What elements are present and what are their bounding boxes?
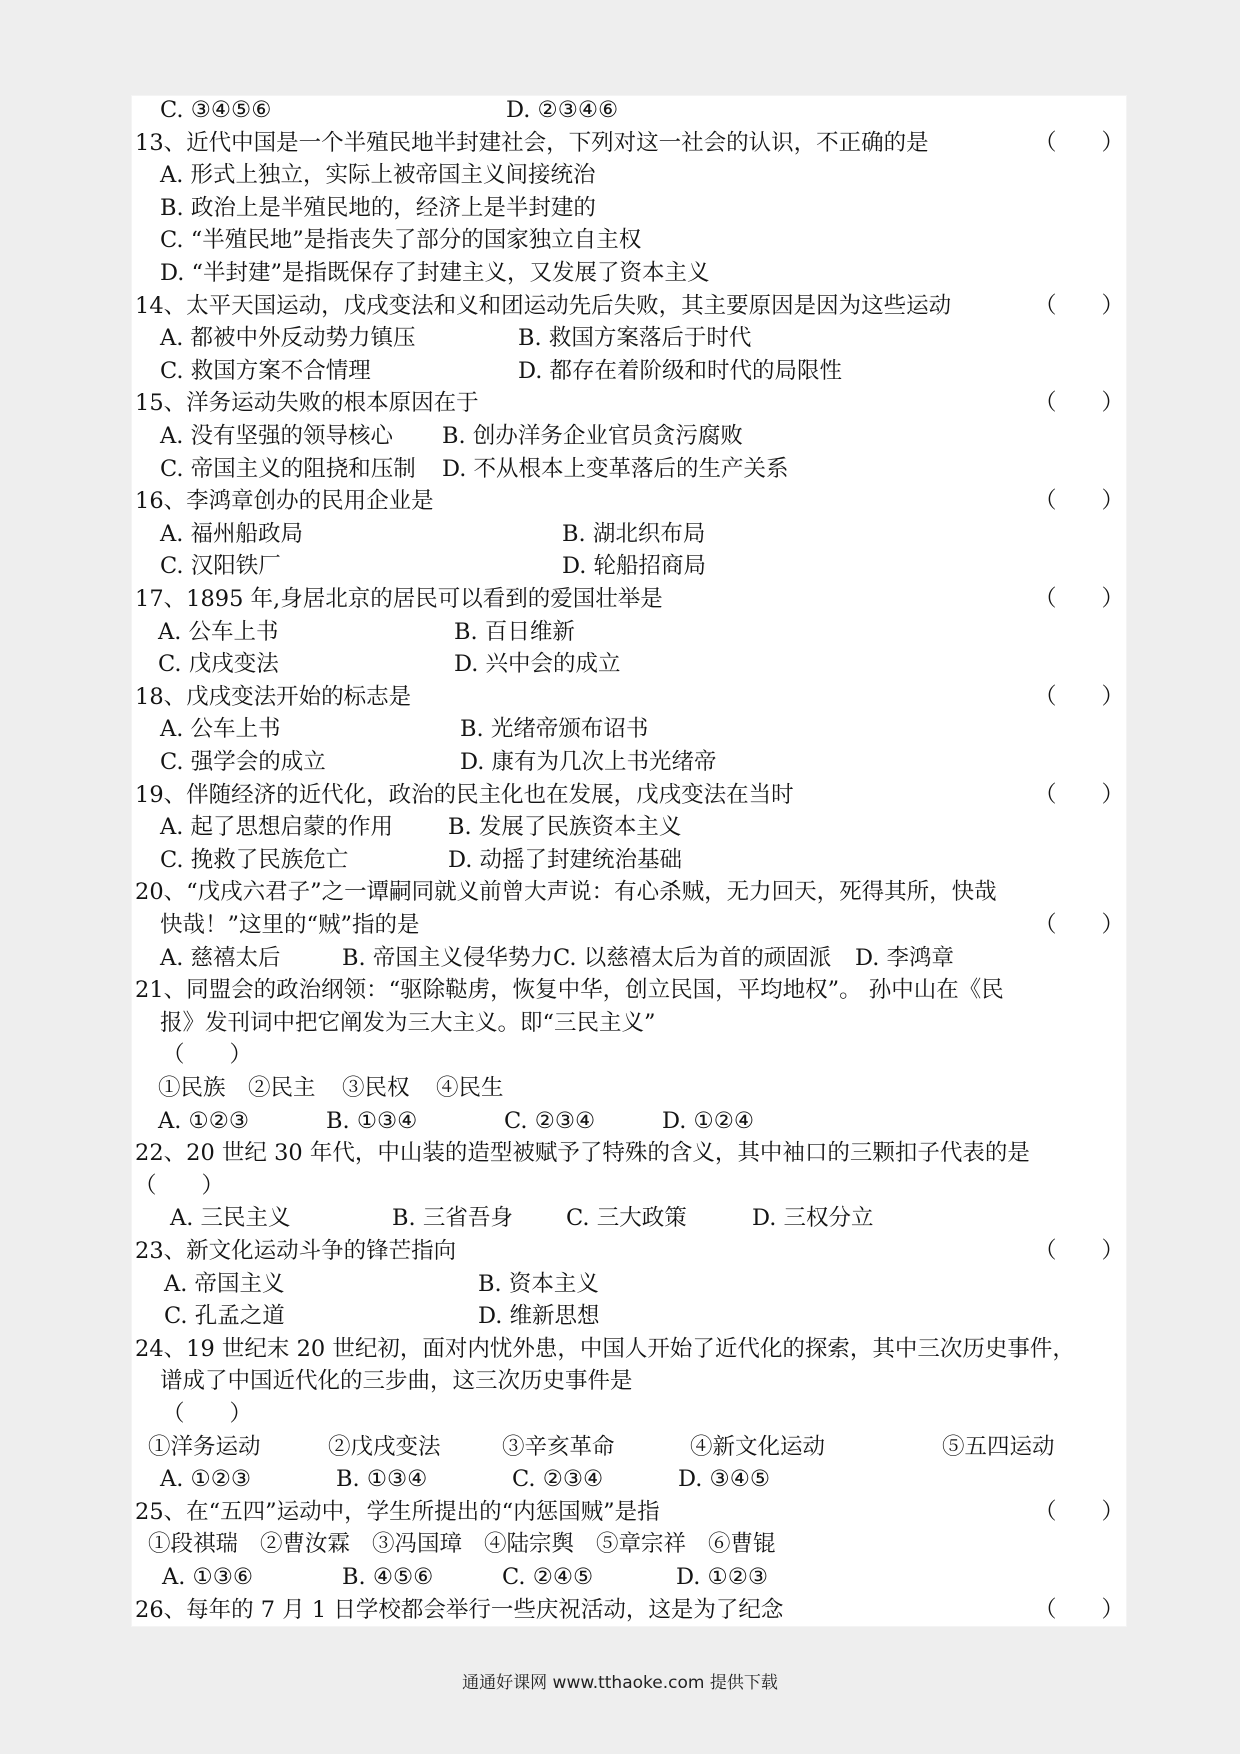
- option-text: ②曹汝霖: [260, 1531, 351, 1558]
- option-text: A. 起了思想启蒙的作用: [160, 814, 394, 841]
- question-text: 21、同盟会的政治纲领：“驱除鞑虏，恢复中华，创立民国，平均地权”。 孙中山在《民: [135, 977, 1004, 1004]
- question-24-line: [132, 1398, 1126, 1430]
- option-text: ②民主: [248, 1075, 316, 1101]
- option-text: B. 发展了民族资本主义: [448, 814, 682, 841]
- question-text: （ ）: [162, 1401, 253, 1427]
- option-text: A. ①③⑥: [162, 1564, 254, 1590]
- option-text: ⑥曹锟: [708, 1531, 776, 1558]
- option-text: C. 孔孟之道: [164, 1303, 285, 1330]
- option-text: B. ①③④: [336, 1466, 428, 1493]
- option-text: B. 百日维新: [454, 618, 575, 645]
- option-text: A. ①②③: [160, 1466, 252, 1493]
- question-21-line: [132, 1039, 1126, 1071]
- option-text: ③冯国璋: [372, 1531, 463, 1558]
- option-text: ⑤章宗祥: [596, 1531, 687, 1558]
- question-20-line: [132, 942, 1126, 974]
- option-text: D. ①②③: [676, 1564, 769, 1590]
- option-text: D. 轮船招商局: [562, 553, 707, 580]
- question-text: 13、近代中国是一个半殖民地半封建社会，下列对这一社会的认识，不正确的是: [135, 129, 929, 156]
- question-14-line: [132, 355, 1126, 387]
- question-19-line: [132, 811, 1126, 843]
- question-text: D. “半封建”是指既保存了封建主义，又发展了资本主义: [160, 260, 710, 286]
- question-24-line: [132, 1333, 1126, 1365]
- question-25-line: [132, 1496, 1126, 1528]
- option-text: ③辛亥革命: [502, 1433, 615, 1460]
- question-13-line: [132, 257, 1126, 289]
- option-text: A. 公车上书: [160, 716, 281, 743]
- question-20-line: [132, 876, 1126, 908]
- question-text: （ ）: [162, 1042, 253, 1069]
- option-text: B. 创办洋务企业官员贪污腐败: [442, 423, 743, 449]
- question-text: 22、20 世纪 30 年代，中山装的造型被赋予了特殊的含义，其中袖口的三颗扣子代表的是: [135, 1140, 1030, 1167]
- option-text: C. ③④⑤⑥: [160, 97, 272, 123]
- question-18-line: [132, 746, 1126, 778]
- question-21-line: [132, 1007, 1126, 1039]
- option-text: D. ②③④⑥: [506, 97, 619, 123]
- question-25-line: [132, 1561, 1126, 1593]
- question-text: 26、每年的 7 月 1 日学校都会举行一些庆祝活动，这是为了纪念: [135, 1596, 784, 1623]
- question-text: 24、19 世纪末 20 世纪初，面对内忧外患，中国人开始了近代化的探索，其中三次历史事件，: [135, 1335, 1075, 1362]
- question-25-line: [132, 1528, 1126, 1560]
- question-23-line: [132, 1268, 1126, 1300]
- question-23-line: [132, 1235, 1126, 1267]
- option-text: A. 没有坚强的领导核心: [160, 423, 394, 449]
- question-15-line: [132, 420, 1126, 452]
- option-text: B. 资本主义: [478, 1270, 599, 1297]
- question-text: 25、在“五四”运动中，学生所提出的“内惩国贼”是指: [135, 1498, 660, 1525]
- question-text: A. 形式上独立，实际上被帝国主义间接统治: [160, 162, 596, 189]
- question-text: C. “半殖民地”是指丧失了部分的国家独立自主权: [160, 227, 642, 254]
- question-16-line: [132, 518, 1126, 550]
- option-text: B. 光绪帝颁布诏书: [460, 716, 649, 743]
- option-text: ④民生: [436, 1075, 504, 1101]
- question-24-line: [132, 1463, 1126, 1495]
- answer-blank: （ ）: [1033, 586, 1124, 612]
- option-text: ①洋务运动: [148, 1433, 261, 1460]
- question-18-line: [132, 681, 1126, 713]
- question-17-line: [132, 648, 1126, 680]
- question-24-line: [132, 1365, 1126, 1397]
- question-23-line: [132, 1300, 1126, 1332]
- option-text: A. 都被中外反动势力镇压: [160, 325, 416, 352]
- option-text: ④新文化运动: [690, 1433, 826, 1460]
- option-text: C. 汉阳铁厂: [160, 553, 281, 580]
- question-text: 快哉！”这里的“贼”指的是: [160, 912, 420, 938]
- question-13-line: [132, 159, 1126, 191]
- question-15-line: [132, 453, 1126, 485]
- answer-blank: （ ）: [1033, 488, 1124, 515]
- option-text: D. ③④⑤: [678, 1466, 771, 1493]
- option-text: D. 三权分立: [752, 1205, 874, 1232]
- option-text: ⑤五四运动: [942, 1433, 1055, 1460]
- option-text: D. 都存在着阶级和时代的局限性: [518, 357, 843, 384]
- question-text: （ ）: [134, 1172, 225, 1199]
- option-text: C. ②④⑤: [502, 1564, 594, 1590]
- question-17-line: [132, 583, 1126, 615]
- option-text: D. 维新思想: [478, 1303, 600, 1330]
- question-13-line: [132, 224, 1126, 256]
- option-text: ③民权: [342, 1075, 410, 1101]
- option-text: B. 救国方案落后于时代: [518, 325, 752, 352]
- question-text: 15、洋务运动失败的根本原因在于: [135, 390, 479, 417]
- question-22-line: [132, 1202, 1126, 1234]
- option-text: B. 湖北织布局: [562, 520, 706, 547]
- question-19-line: [132, 779, 1126, 811]
- option-text: A. 慈禧太后: [160, 944, 281, 971]
- question-text: 19、伴随经济的近代化，政治的民主化也在发展，戊戌变法在当时: [135, 781, 794, 808]
- option-text: A. 三民主义: [170, 1205, 291, 1232]
- option-text: C. 戊戌变法: [158, 651, 279, 678]
- answer-blank: （ ）: [1033, 1498, 1124, 1525]
- option-text: C. 帝国主义的阻挠和压制: [160, 455, 416, 482]
- question-13-line: [132, 127, 1126, 159]
- answer-blank: （ ）: [1033, 683, 1124, 710]
- option-text: D. 不从根本上变革落后的生产关系: [442, 455, 789, 482]
- option-text: C. 以慈禧太后为首的顽固派: [553, 944, 832, 971]
- option-text: A. 帝国主义: [164, 1270, 285, 1297]
- option-text: D. 李鸿章: [855, 944, 955, 971]
- exam-page: [132, 96, 1126, 1626]
- option-text: B. ④⑤⑥: [342, 1564, 434, 1590]
- option-text: D. 康有为几次上书光绪帝: [460, 749, 717, 775]
- option-text: C. 强学会的成立: [160, 749, 326, 775]
- question-text: 18、戊戌变法开始的标志是: [135, 683, 412, 710]
- question-text: 23、新文化运动斗争的锋芒指向: [135, 1238, 457, 1264]
- question-16-line: [132, 485, 1126, 517]
- question-20-line: [132, 909, 1126, 941]
- question-12-options-line: [132, 94, 1126, 126]
- option-text: B. ①③④: [326, 1107, 418, 1134]
- question-14-line: [132, 290, 1126, 322]
- option-text: C. ②③④: [504, 1107, 596, 1134]
- option-text: A. 公车上书: [158, 618, 279, 645]
- question-text: 报》发刊词中把它阐发为三大主义。即“三民主义”: [160, 1009, 656, 1036]
- question-19-line: [132, 844, 1126, 876]
- option-text: C. 挽救了民族危亡: [160, 846, 349, 873]
- question-text: 17、1895 年,身居北京的居民可以看到的爱国壮举是: [135, 586, 663, 612]
- question-26-line: [132, 1594, 1126, 1626]
- question-15-line: [132, 387, 1126, 419]
- question-21-line: [132, 1072, 1126, 1104]
- answer-blank: （ ）: [1033, 1596, 1124, 1623]
- option-text: ①段祺瑞: [148, 1531, 239, 1558]
- option-text: D. 兴中会的成立: [454, 651, 621, 678]
- question-text: 16、李鸿章创办的民用企业是: [135, 488, 434, 515]
- answer-blank: （ ）: [1033, 1238, 1124, 1264]
- option-text: B. 三省吾身: [392, 1205, 513, 1232]
- question-24-line: [132, 1431, 1126, 1463]
- answer-blank: （ ）: [1033, 390, 1124, 417]
- answer-blank: （ ）: [1033, 912, 1124, 938]
- answer-blank: （ ）: [1033, 292, 1124, 319]
- answer-blank: （ ）: [1033, 129, 1124, 156]
- option-text: C. 三大政策: [566, 1205, 687, 1232]
- option-text: ①民族: [158, 1075, 226, 1101]
- question-21-line: [132, 1105, 1126, 1137]
- option-text: ②戊戌变法: [328, 1433, 441, 1460]
- question-text: 20、“戊戌六君子”之一谭嗣同就义前曾大声说：有心杀贼，无力回天，死得其所，快哉: [135, 879, 997, 906]
- question-16-line: [132, 550, 1126, 582]
- answer-blank: （ ）: [1033, 781, 1124, 808]
- question-text: B. 政治上是半殖民地的，经济上是半封建的: [160, 194, 596, 221]
- question-text: 14、太平天国运动，戊戌变法和义和团运动先后失败，其主要原因是因为这些运动: [135, 292, 952, 319]
- option-text: C. 救国方案不合情理: [160, 357, 371, 384]
- page-footer: 通通好课网 www.tthaoke.com 提供下载: [462, 1673, 778, 1693]
- question-17-line: [132, 616, 1126, 648]
- question-21-line: [132, 974, 1126, 1006]
- question-14-line: [132, 322, 1126, 354]
- option-text: D. 动摇了封建统治基础: [448, 846, 683, 873]
- option-text: B. 帝国主义侵华势力: [342, 944, 553, 971]
- option-text: A. ①②③: [158, 1107, 250, 1134]
- question-22-line: [132, 1137, 1126, 1169]
- option-text: ④陆宗舆: [484, 1531, 575, 1558]
- question-22-line: [132, 1170, 1126, 1202]
- option-text: A. 福州船政局: [160, 520, 304, 547]
- question-text: 谱成了中国近代化的三步曲，这三次历史事件是: [160, 1368, 633, 1395]
- question-18-line: [132, 713, 1126, 745]
- option-text: D. ①②④: [662, 1107, 755, 1134]
- option-text: C. ②③④: [512, 1466, 604, 1493]
- question-13-line: [132, 192, 1126, 224]
